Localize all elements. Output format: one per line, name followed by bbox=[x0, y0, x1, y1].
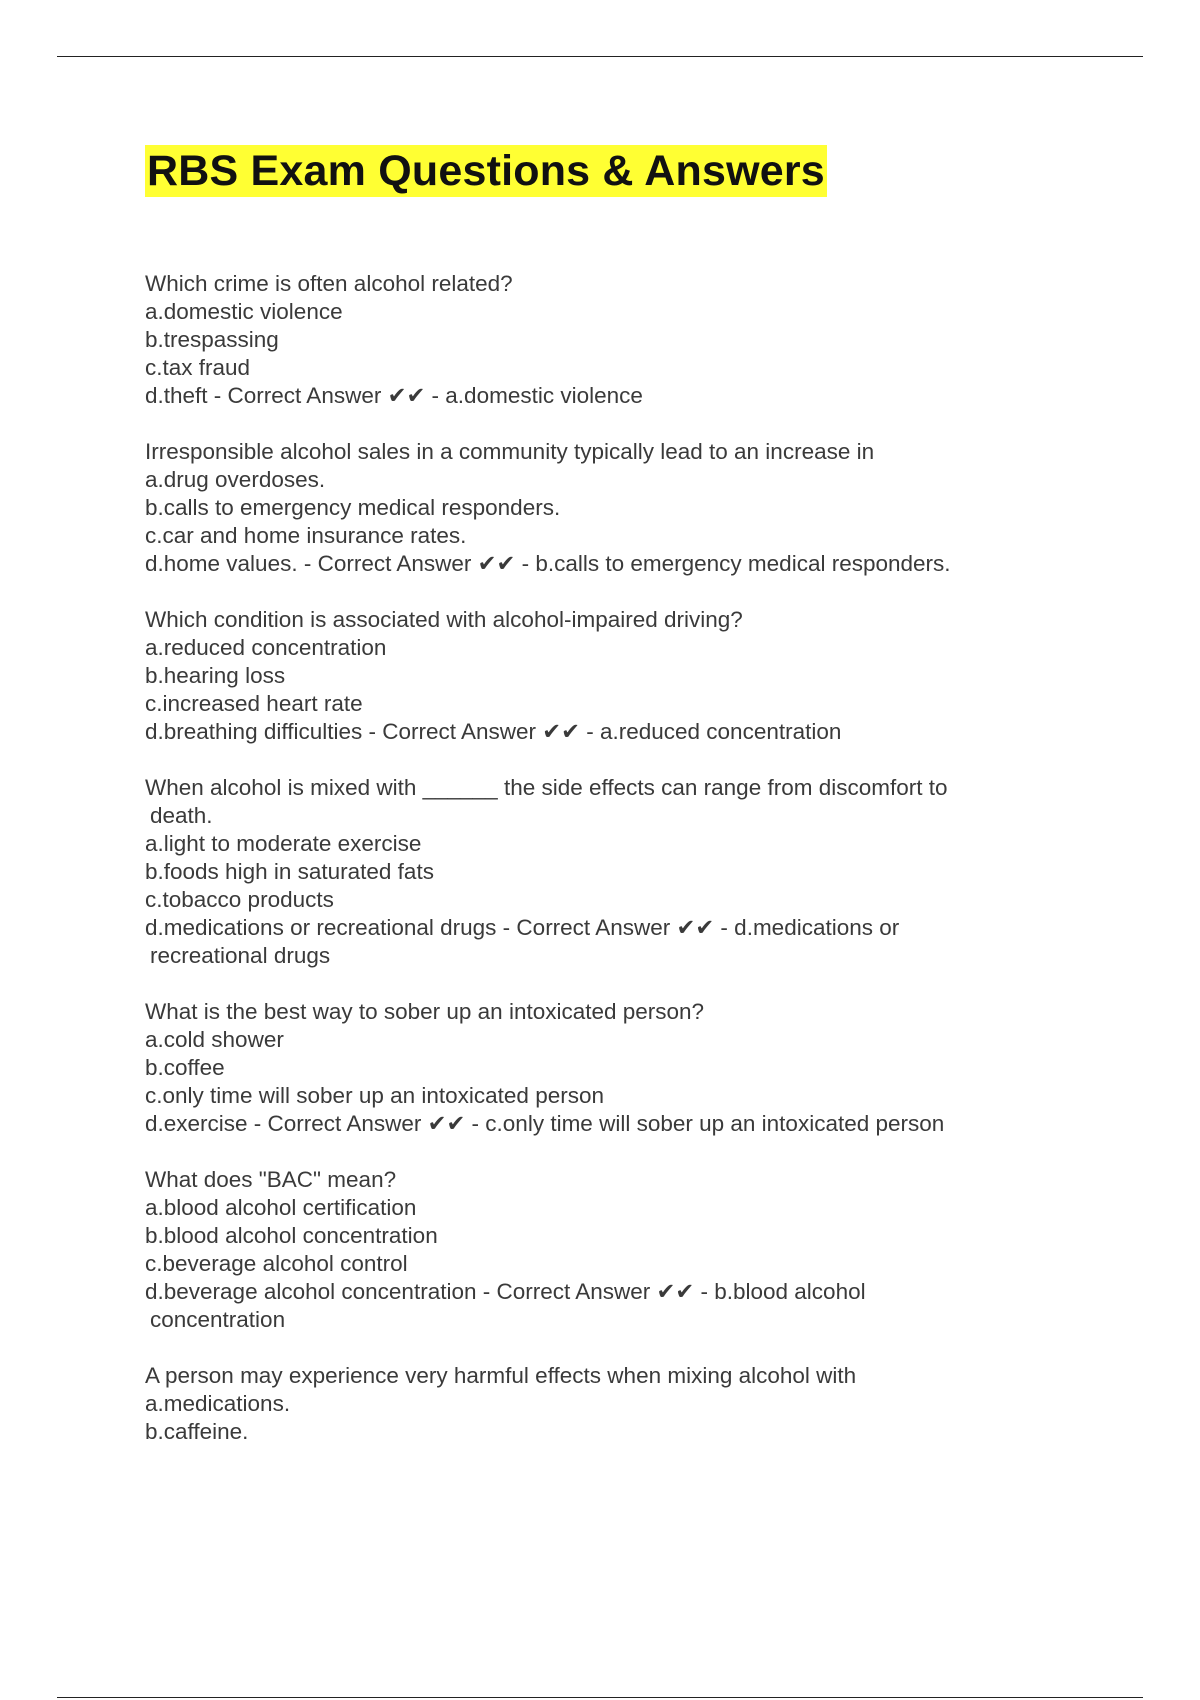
title-block bbox=[145, 145, 827, 197]
question-text: Which condition is associated with alcohol-impaired driving? bbox=[145, 607, 743, 632]
option-d-answer: d.home values. - Correct Answer ✔✔ - b.calls to emergency medical responders. bbox=[145, 551, 951, 576]
option-c: c.car and home insurance rates. bbox=[145, 523, 467, 548]
option-d-answer: d.breathing difficulties - Correct Answer ✔✔ - a.reduced concentration bbox=[145, 719, 842, 744]
question-text-continued: death. bbox=[150, 803, 213, 828]
question-text: Irresponsible alcohol sales in a community typically lead to an increase in bbox=[145, 439, 875, 464]
question-text: What is the best way to sober up an intoxicated person? bbox=[145, 999, 705, 1024]
qa-item bbox=[145, 606, 1065, 746]
qa-list bbox=[145, 270, 1065, 1474]
option-c: c.only time will sober up an intoxicated person bbox=[145, 1083, 604, 1108]
option-a: a.domestic violence bbox=[145, 299, 343, 324]
option-c: c.beverage alcohol control bbox=[145, 1251, 408, 1276]
option-d-answer: d.theft - Correct Answer ✔✔ - a.domestic violence bbox=[145, 383, 643, 408]
option-c: c.tax fraud bbox=[145, 355, 251, 380]
question-text: When alcohol is mixed with ______ the side effects can range from discomfort to bbox=[145, 775, 948, 800]
option-c: c.tobacco products bbox=[145, 887, 334, 912]
option-b: b.trespassing bbox=[145, 327, 279, 352]
option-a: a.medications. bbox=[145, 1391, 291, 1416]
qa-item bbox=[145, 270, 1065, 410]
option-d-answer: d.medications or recreational drugs - Correct Answer ✔✔ - d.medications or bbox=[145, 915, 900, 940]
option-a: a.drug overdoses. bbox=[145, 467, 326, 492]
question-text: A person may experience very harmful effects when mixing alcohol with bbox=[145, 1363, 857, 1388]
option-b: b.coffee bbox=[145, 1055, 225, 1080]
option-d-answer: d.beverage alcohol concentration - Correct Answer ✔✔ - b.blood alcohol bbox=[145, 1279, 866, 1304]
answer-continued: recreational drugs bbox=[150, 943, 331, 968]
option-b: b.caffeine. bbox=[145, 1419, 249, 1444]
footer-rule bbox=[57, 1697, 1143, 1698]
option-b: b.blood alcohol concentration bbox=[145, 1223, 438, 1248]
option-b: b.hearing loss bbox=[145, 663, 286, 688]
option-d-answer: d.exercise - Correct Answer ✔✔ - c.only time will sober up an intoxicated person bbox=[145, 1111, 945, 1136]
option-a: a.light to moderate exercise bbox=[145, 831, 422, 856]
question-text: Which crime is often alcohol related? bbox=[145, 271, 513, 296]
header-rule bbox=[57, 56, 1143, 57]
option-c: c.increased heart rate bbox=[145, 691, 363, 716]
qa-item bbox=[145, 998, 1065, 1138]
option-b: b.foods high in saturated fats bbox=[145, 859, 434, 884]
qa-item bbox=[145, 1362, 1065, 1446]
option-a: a.cold shower bbox=[145, 1027, 284, 1052]
question-text: What does "BAC" mean? bbox=[145, 1167, 397, 1192]
answer-continued: concentration bbox=[150, 1307, 286, 1332]
qa-item bbox=[145, 438, 1065, 578]
document-title: RBS Exam Questions & Answers bbox=[147, 147, 825, 195]
option-b: b.calls to emergency medical responders. bbox=[145, 495, 561, 520]
qa-item bbox=[145, 1166, 1065, 1334]
option-a: a.reduced concentration bbox=[145, 635, 387, 660]
qa-item bbox=[145, 774, 1065, 970]
option-a: a.blood alcohol certification bbox=[145, 1195, 417, 1220]
